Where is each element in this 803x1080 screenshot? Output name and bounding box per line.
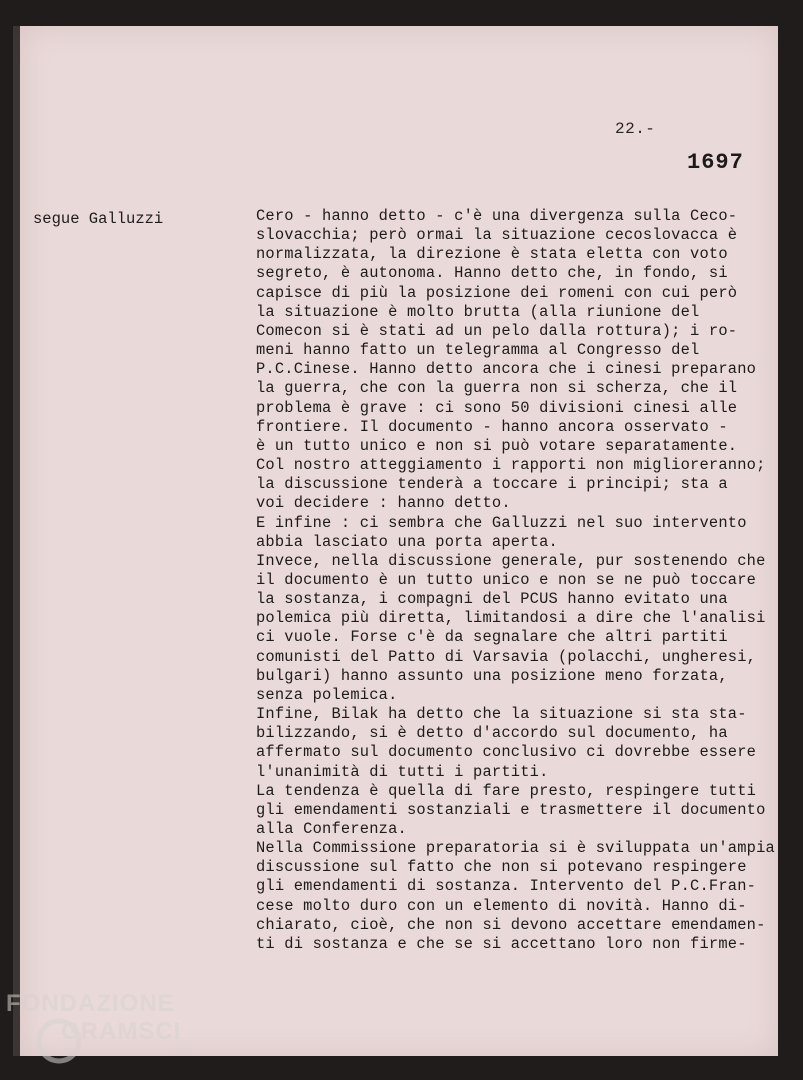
- watermark-line2: GRAMSCI: [61, 1018, 182, 1045]
- page-number: 22.-: [615, 120, 656, 138]
- text-line: ti di sostanza e che se si accettano loro non firme-: [256, 934, 747, 953]
- text-line: Infine, Bilak ha detto che la situazione si sta sta-: [256, 705, 747, 724]
- archive-stamp-number: 1697: [687, 150, 744, 175]
- text-line: normalizzata, la direzione è stata eletta con voto: [256, 245, 728, 264]
- document-body: [256, 207, 786, 954]
- text-line: è un tutto unico e non si può votare separatamente.: [256, 436, 738, 455]
- text-line: chiarato, cioè, che non si devono accettare emendamen-: [256, 915, 766, 934]
- text-line: la guerra, che con la guerra non si scherza, che il: [256, 379, 738, 398]
- text-line: ci vuole. Forse c'è da segnalare che altri partiti: [256, 628, 728, 647]
- text-line: affermato sul documento conclusivo ci dovrebbe essere: [256, 743, 757, 762]
- text-line: Comecon si è stati ad un pelo dalla rottura); i ro-: [256, 321, 738, 340]
- text-line: abbia lasciato una porta aperta.: [256, 532, 558, 551]
- text-line: problema è grave : ci sono 50 divisioni cinesi alle: [256, 398, 738, 417]
- text-line: la situazione è molto brutta (alla riunione del: [256, 302, 700, 321]
- text-line: La tendenza è quella di fare presto, respingere tutti: [256, 781, 757, 800]
- text-line: P.C.Cinese. Hanno detto ancora che i cinesi preparano: [256, 360, 757, 379]
- text-line: Col nostro atteggiamento i rapporti non miglioreranno;: [256, 456, 766, 475]
- text-line: frontiere. Il documento - hanno ancora osservato -: [256, 417, 728, 436]
- watermark-suffix: onlus: [171, 1048, 193, 1058]
- text-line: meni hanno fatto un telegramma al Congresso del: [256, 341, 700, 360]
- text-line: discussione sul fatto che non si potevano respingere: [256, 858, 747, 877]
- text-line: il documento è un tutto unico e non se ne può toccare: [256, 570, 757, 589]
- text-line: bilizzando, si è detto d'accordo sul documento, ha: [256, 724, 728, 743]
- text-line: capisce di più la posizione dei romeni con cui però: [256, 283, 738, 302]
- text-line: Nella Commissione preparatoria si è sviluppata un'ampia: [256, 839, 775, 858]
- text-line: senza polemica.: [256, 685, 398, 704]
- text-line: alla Conferenza.: [256, 820, 407, 838]
- text-line: cese molto duro con un elemento di novità. Hanno di-: [256, 896, 747, 915]
- text-line: voi decidere : hanno detto.: [256, 494, 511, 513]
- text-line: Invece, nella discussione generale, pur sostenendo che: [256, 551, 766, 570]
- text-line: slovacchia; però ormai la situazione cecoslovacca è: [256, 226, 738, 245]
- text-line: Cero - hanno detto - c'è una divergenza sulla Ceco-: [256, 207, 738, 225]
- text-line: la sostanza, i compagni del PCUS hanno evitato una: [256, 590, 728, 609]
- text-line: segreto, è autonoma. Hanno detto che, in fondo, si: [256, 264, 728, 283]
- archive-watermark: [6, 990, 206, 1070]
- text-line: la discussione tenderà a toccare i principi; sta a: [256, 475, 728, 494]
- watermark-line1: FONDAZIONE: [6, 990, 175, 1017]
- text-line: l'unanimità di tutti i partiti.: [256, 762, 549, 781]
- text-line: bulgari) hanno assunto una posizione meno forzata,: [256, 666, 728, 685]
- speaker-label: segue Galluzzi: [33, 210, 164, 228]
- text-line: polemica più diretta, limitandosi a dire che l'analisi: [256, 609, 766, 628]
- text-line: E infine : ci sembra che Galluzzi nel suo intervento: [256, 513, 747, 532]
- text-line: gli emendamenti sostanziali e trasmettere il documento: [256, 800, 766, 819]
- text-line: comunisti del Patto di Varsavia (polacchi, ungheresi,: [256, 647, 757, 666]
- text-line: gli emendamenti di sostanza. Intervento del P.C.Fran-: [256, 877, 757, 896]
